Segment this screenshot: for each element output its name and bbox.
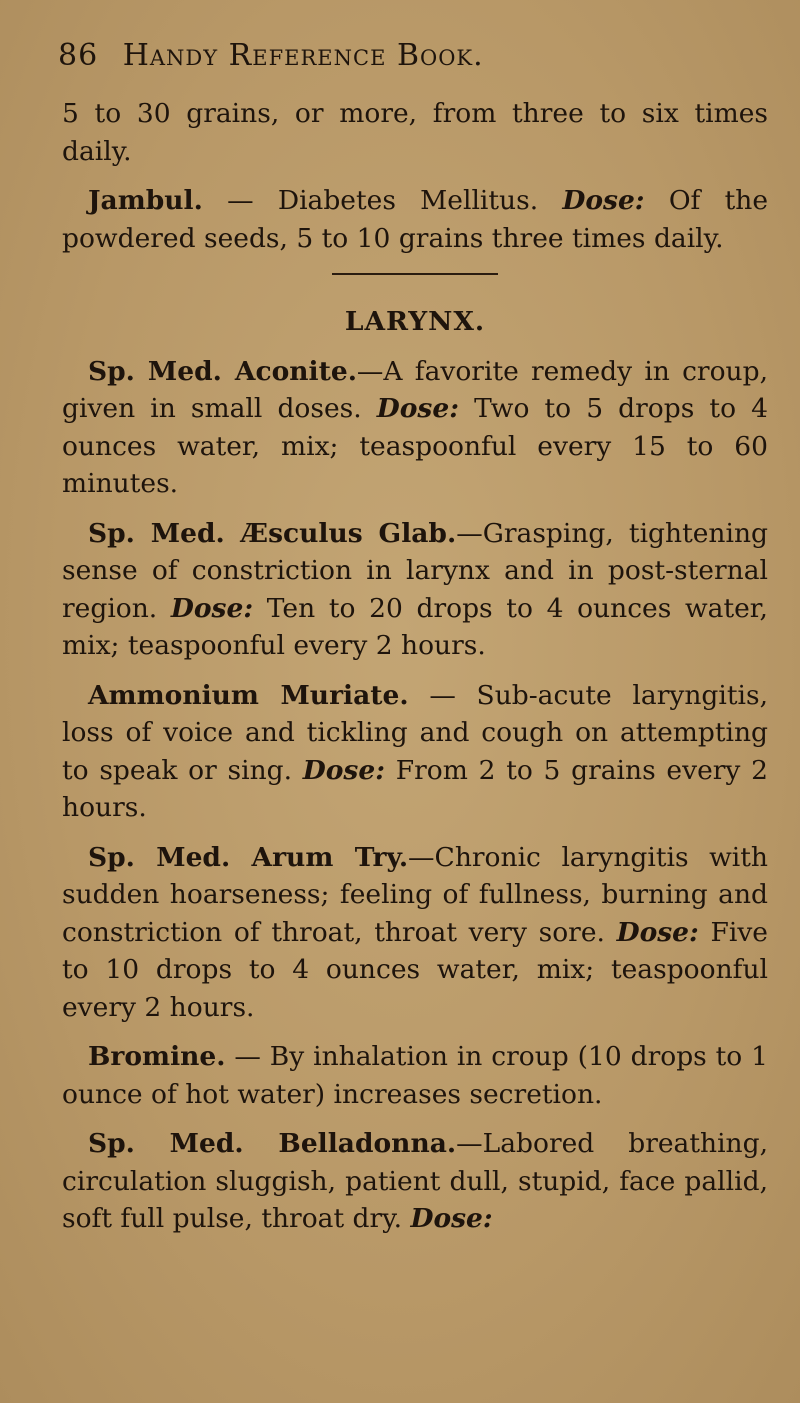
entry-bromine bbox=[62, 1038, 768, 1113]
running-title: Handy Reference Book. bbox=[122, 38, 484, 73]
entry-belladonna bbox=[62, 1125, 768, 1238]
dose-text: Two to 5 drops to 4 ounces water, mix; teaspoonful every 15 to 60 minutes. bbox=[62, 393, 768, 499]
dose-text: From 2 to 5 grains every 2 hours. bbox=[62, 754, 768, 823]
entry-text: — Diabetes Mellitus. bbox=[202, 185, 563, 216]
dose-label: Dose: bbox=[616, 916, 699, 948]
entry-ammonium-muriate bbox=[62, 677, 768, 827]
entry-term: Jambul. bbox=[88, 185, 203, 216]
entry-term: Sp. Med. Arum Try. bbox=[88, 841, 409, 873]
dose-label: Dose: bbox=[170, 592, 254, 624]
entry-aconite bbox=[62, 353, 768, 503]
body-text bbox=[62, 95, 768, 1250]
entry-term: Sp. Med. Aconite. bbox=[88, 355, 357, 387]
entry-aesculus bbox=[62, 515, 768, 665]
dose-label: Dose: bbox=[562, 185, 645, 216]
section-heading: LARYNX. bbox=[344, 306, 486, 337]
paragraph bbox=[62, 95, 768, 170]
dose-label: Dose: bbox=[410, 1203, 493, 1234]
entry-text: —Grasping, tightening sense of constriction in larynx and in post-sternal region. bbox=[62, 517, 768, 624]
paragraph-text: 5 to 30 grains, or more, from three to six times daily. bbox=[62, 98, 768, 167]
dose-text: Of the powdered seeds, 5 to 10 grains three times daily. bbox=[62, 185, 768, 254]
entry-text: — By inhalation in croup (10 drops to 1 ounce of hot water) increases secretion. bbox=[62, 1041, 768, 1110]
entry-term: Bromine. bbox=[88, 1041, 226, 1072]
entry-term: Ammonium Muriate. bbox=[88, 679, 409, 711]
dose-text: Five to 10 drops to 4 ounces water, mix; teaspoonful every 2 hours. bbox=[62, 916, 768, 1023]
dose-text: Ten to 20 drops to 4 ounces water, mix; teaspoonful every 2 hours. bbox=[62, 592, 768, 661]
entry-text: —A favorite remedy in croup, given in small doses. bbox=[62, 355, 768, 424]
entry-text: — Sub-acute laryngitis, loss of voice and tickling and cough on attempting to speak or sing. bbox=[62, 679, 768, 786]
entry-term: Sp. Med. Æsculus Glab. bbox=[88, 517, 457, 549]
entry-jambul bbox=[62, 182, 768, 257]
entry-text: —Chronic laryngitis with sudden hoarseness; feeling of fullness, burning and constriction of throat, throat very sore. bbox=[62, 841, 768, 948]
entry-term: Sp. Med. Belladonna. bbox=[88, 1128, 457, 1159]
page-number: 86 bbox=[58, 38, 99, 73]
entry-arum bbox=[62, 839, 768, 1027]
dose-label: Dose: bbox=[376, 393, 459, 424]
entry-text: —Labored breathing, circulation sluggish, patient dull, stupid, face pallid, soft full pulse, throat dry. bbox=[62, 1128, 768, 1234]
section-divider bbox=[332, 273, 498, 275]
page-header bbox=[58, 38, 484, 73]
dose-label: Dose: bbox=[302, 754, 385, 786]
